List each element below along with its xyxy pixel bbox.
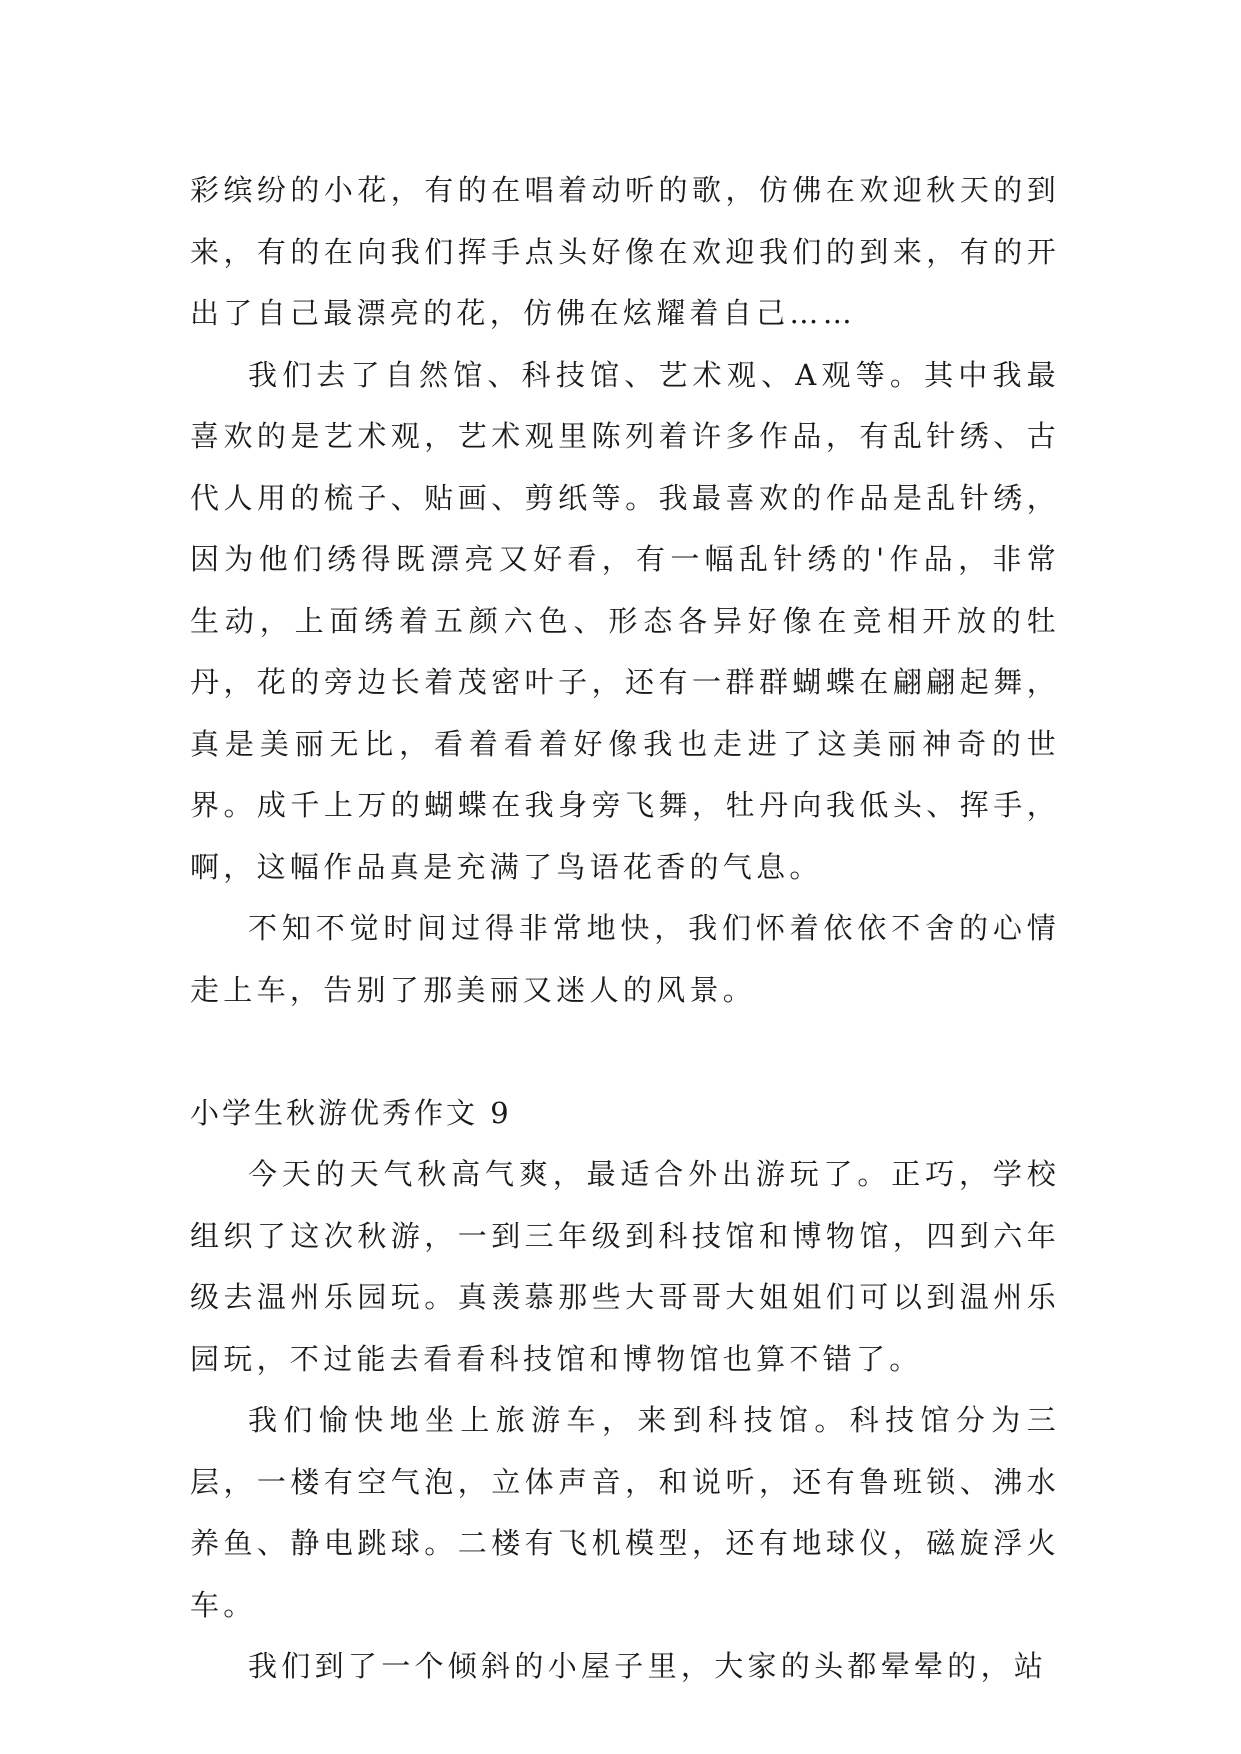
- section-title: 小学生秋游优秀作文 9: [190, 1095, 512, 1130]
- paragraph-science-museum: 我们愉快地坐上旅游车，来到科技馆。科技馆分为三层，一楼有空气泡，立体声音，和说听，还有鲁班锁、沸水养鱼、静电跳球。二楼有飞机模型，还有地球仪，磁旋浮火车。: [190, 1403, 1060, 1622]
- paragraph-weather: 今天的天气秋高气爽，最适合外出游玩了。正巧，学校组织了这次秋游，一到三年级到科技馆和博物馆，四到六年级去温州乐园玩。真羡慕那些大哥哥大姐姐们可以到温州乐园玩，不过能去看看科技馆和博物馆也算不错了。: [190, 1157, 1060, 1376]
- paragraph-museum-halls: 我们去了自然馆、科技馆、艺术观、A观等。其中我最喜欢的是艺术观，艺术观里陈列着许多作品，有乱针绣、古代人用的梳子、贴画、剪纸等。我最喜欢的作品是乱针绣，因为他们绣得既漂亮又好看，有一幅乱针绣的'作品，非常生动，上面绣着五颜六色、形态各异好像在竞相开放的牡丹，花的旁边长着茂密叶子，还有一群群蝴蝶在翩翩起舞，真是美丽无比，看着看着好像我也走进了这美丽神奇的世界。成千上万的蝴蝶在我身旁飞舞，牡丹向我低头、挥手，啊，这幅作品真是充满了鸟语花香的气息。: [190, 357, 1060, 884]
- section-spacer: [190, 1021, 1060, 1083]
- paragraph-farewell: 不知不觉时间过得非常地快，我们怀着依依不舍的心情走上车，告别了那美丽又迷人的风景。: [190, 911, 1060, 1007]
- paragraph-continued: 彩缤纷的小花，有的在唱着动听的歌，仿佛在欢迎秋天的到来，有的在向我们挥手点头好像在欢迎我们的到来，有的开出了自己最漂亮的花，仿佛在炫耀着自己……: [190, 173, 1060, 330]
- paragraph-tilted-house: 我们到了一个倾斜的小屋子里，大家的头都晕晕的，站: [248, 1649, 1048, 1683]
- document-body: [190, 160, 1060, 1698]
